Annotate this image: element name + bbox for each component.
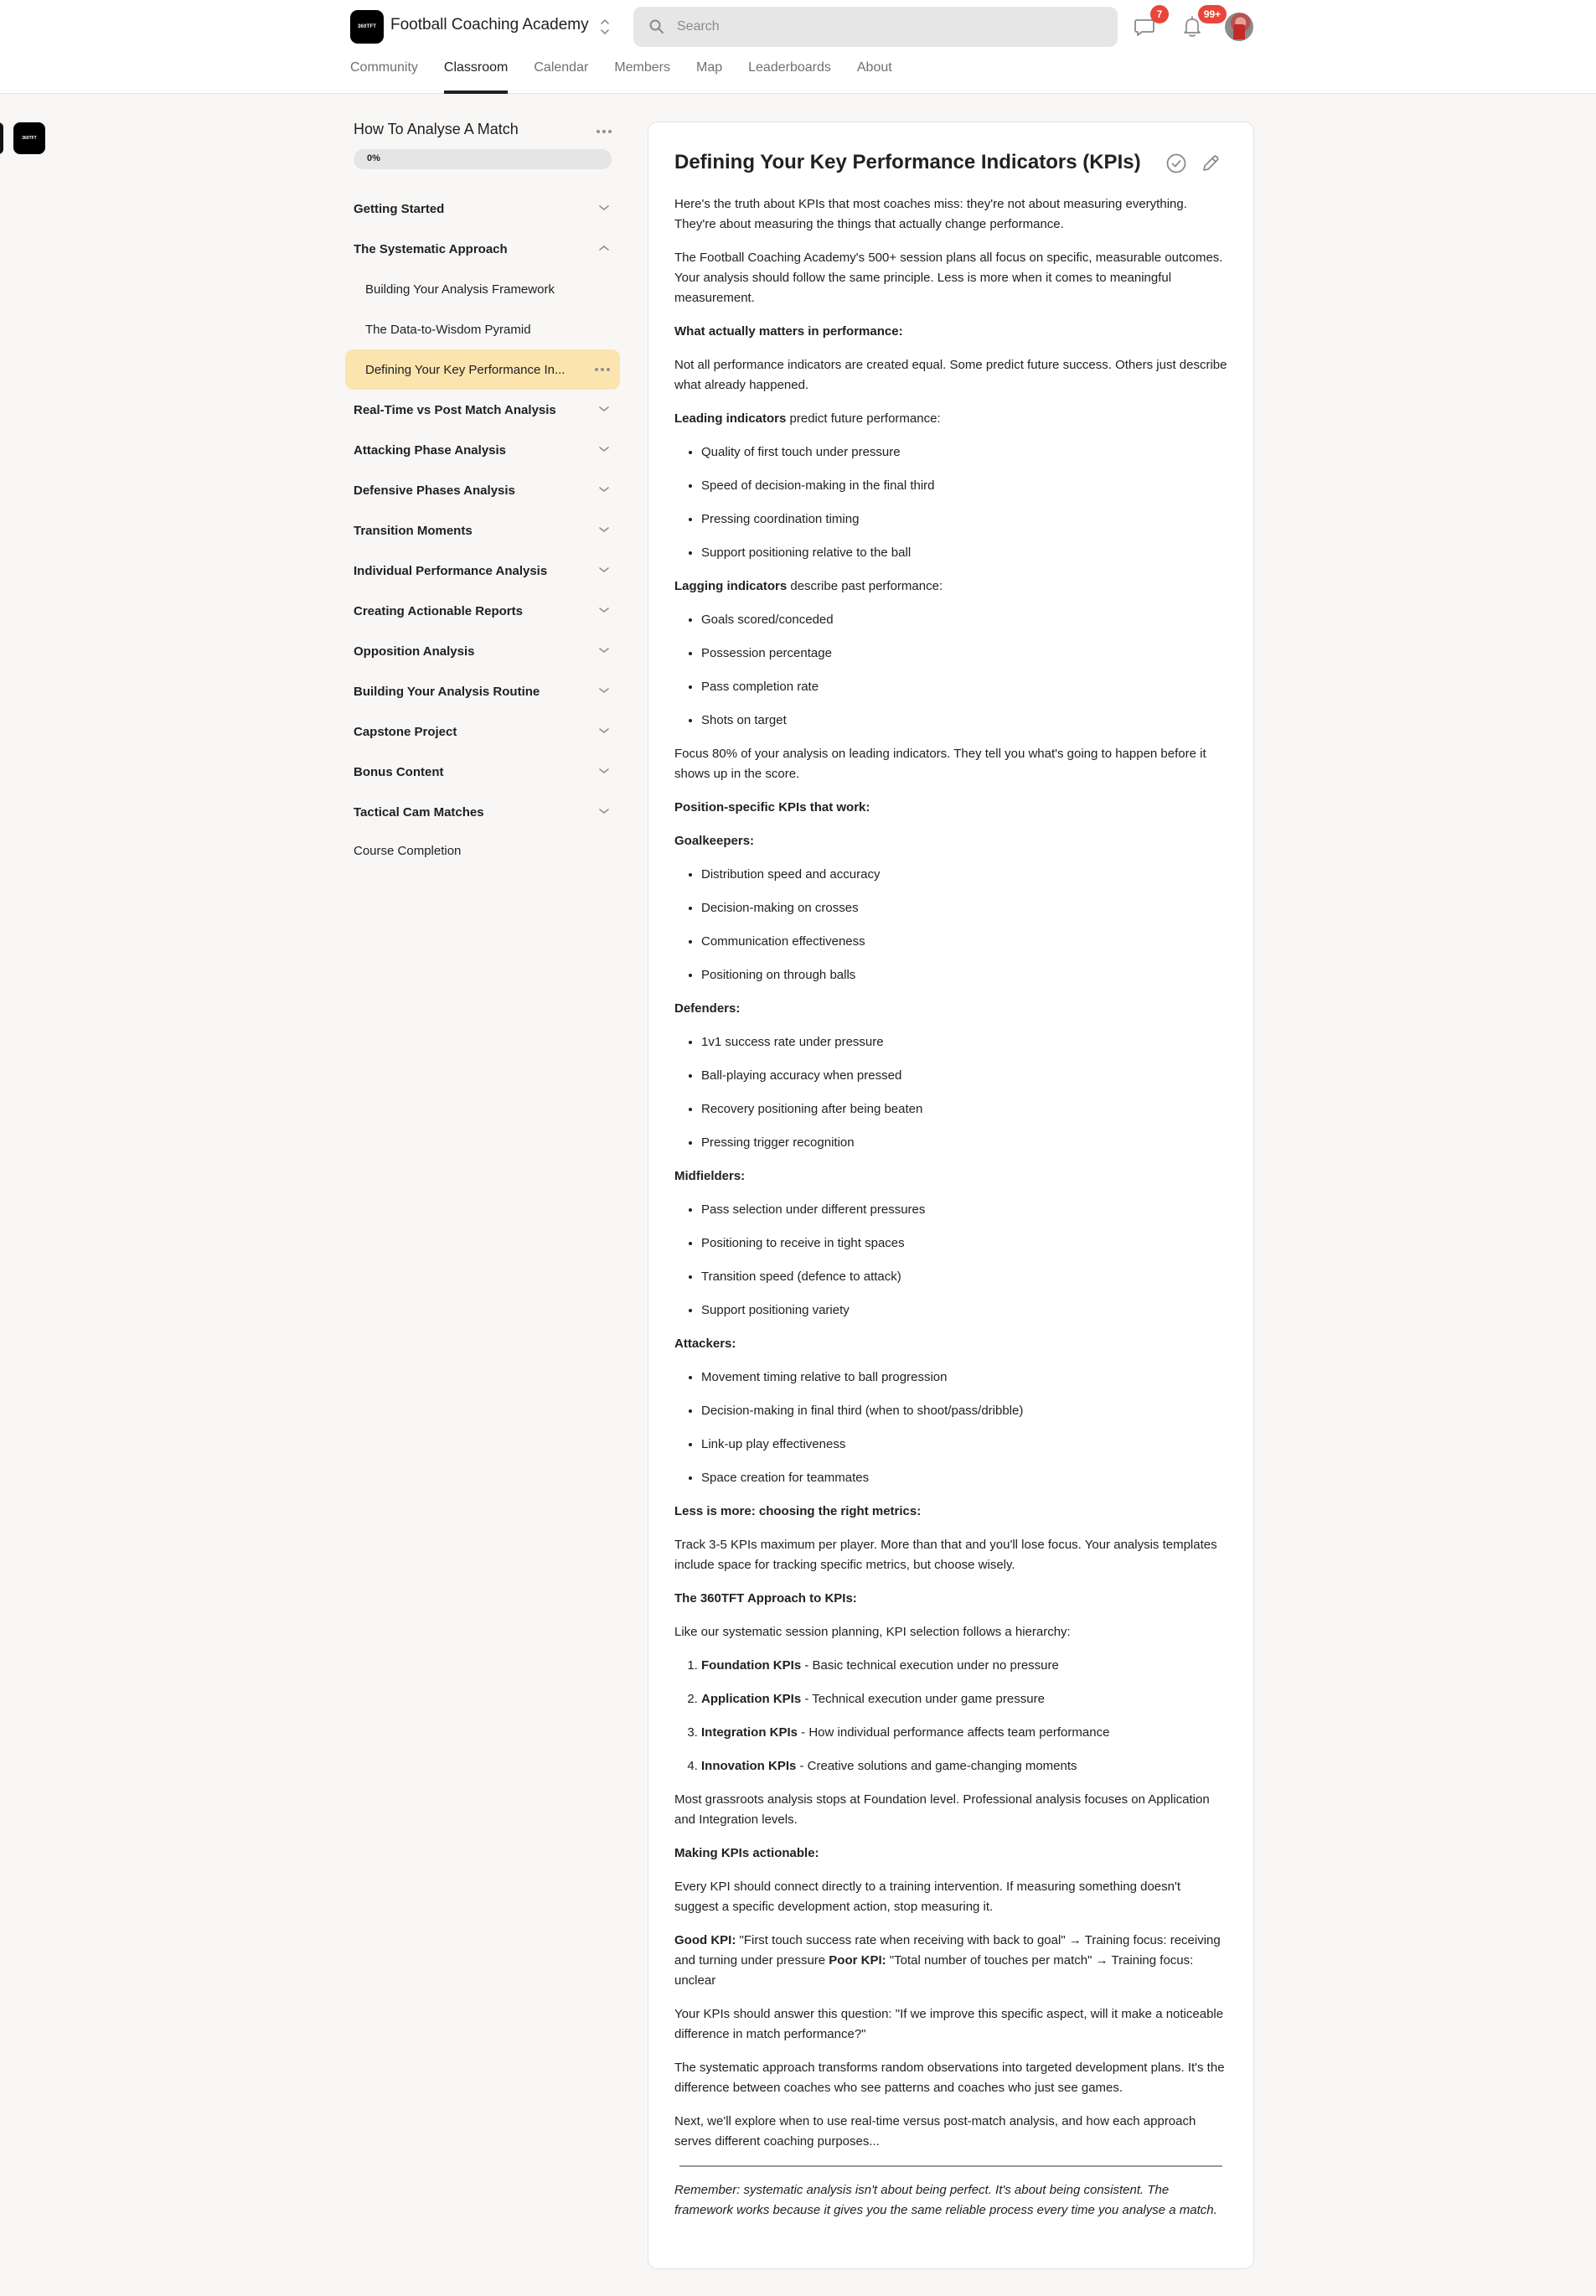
chevron-down-icon (598, 727, 610, 735)
heading-position-kpis: Position-specific KPIs that work: (674, 800, 870, 814)
module-label: Building Your Analysis Routine (354, 684, 540, 699)
lesson-defining-kpis[interactable] (345, 349, 620, 390)
search-bar[interactable] (633, 7, 1118, 47)
list-item: • 1v1 success rate under pressure (701, 1032, 1227, 1052)
lesson-label: Defining Your Key Performance In... (365, 362, 566, 377)
chevron-down-icon (598, 807, 610, 815)
heading-attackers: Attackers: (674, 1337, 736, 1351)
top-header (0, 0, 1596, 94)
chevron-down-icon (598, 525, 610, 534)
lesson-body (674, 194, 1227, 2234)
lesson-building-framework[interactable] (345, 269, 620, 309)
chevron-down-icon (598, 405, 610, 413)
chevron-down-icon (598, 686, 610, 695)
side-logo-text: 360TFT (22, 136, 37, 141)
brand-logo-text: 360TFT (357, 24, 377, 29)
module-getting-started[interactable] (354, 189, 613, 229)
list-item: • Distribution speed and accuracy (701, 865, 1227, 885)
list-item: • Support positioning variety (701, 1301, 1227, 1321)
chevron-down-icon (598, 204, 610, 212)
lagging-indicators-text: describe past performance: (787, 579, 943, 593)
main-nav (350, 59, 918, 94)
tab-community[interactable]: Community (350, 60, 418, 75)
next-paragraph: Next, we'll explore when to use real-time versus post-match analysis, and how each approach serves different coaching purposes... (674, 2114, 1196, 2149)
module-capstone-project[interactable] (354, 711, 613, 752)
leading-indicators-list (701, 442, 1227, 563)
tab-calendar[interactable]: Calendar (534, 60, 589, 75)
heading-midfielders: Midfielders: (674, 1169, 746, 1183)
systematic-paragraph: The systematic approach transforms random observations into targeted development plans. It's the difference between coaches who see patterns and coaches who just see games. (674, 2061, 1225, 2095)
intro-paragraph-2: The Football Coaching Academy's 500+ session plans all focus on specific, measurable outcomes. Your analysis should follow the same principle. Less is more when it comes to meaningful measurement. (674, 251, 1223, 305)
list-item: • Quality of first touch under pressure (701, 442, 1227, 463)
kpi-hierarchy-list (701, 1656, 1227, 1776)
poor-kpi-label: Poor KPI: (829, 1953, 886, 1968)
course-more-icon[interactable] (595, 128, 613, 135)
list-item: • Space creation for teammates (701, 1468, 1227, 1488)
list-item: • Positioning on through balls (701, 965, 1227, 985)
user-avatar[interactable] (1225, 13, 1253, 41)
module-individual-performance[interactable] (354, 551, 613, 591)
list-item: • Decision-making in final third (when to shoot/pass/dribble) (701, 1401, 1227, 1421)
heading-goalkeepers: Goalkeepers: (674, 834, 755, 848)
module-analysis-routine[interactable] (354, 671, 613, 711)
module-label: Attacking Phase Analysis (354, 442, 507, 458)
edit-pencil-icon[interactable] (1200, 153, 1222, 174)
lagging-indicators-label: Lagging indicators (674, 579, 788, 593)
list-item: • Pass completion rate (701, 677, 1227, 697)
chevron-down-icon (598, 485, 610, 494)
good-kpi-text: "First touch success rate when receiving with back to goal" → Training focus: receiving and turning under pressure (674, 1933, 1221, 1968)
list-item: • Ball-playing accuracy when pressed (701, 1066, 1227, 1086)
module-label: Getting Started (354, 201, 445, 216)
module-defensive-phases[interactable] (354, 470, 613, 510)
list-item: • Communication effectiveness (701, 932, 1227, 952)
attackers-list (701, 1368, 1227, 1488)
list-item: • Movement timing relative to ball progression (701, 1368, 1227, 1388)
list-item: • Pressing coordination timing (701, 509, 1227, 530)
hierarchy-level-name: Integration KPIs (701, 1725, 798, 1740)
lesson-content-card (648, 122, 1254, 2269)
module-systematic-approach[interactable] (354, 229, 613, 269)
module-label: Defensive Phases Analysis (354, 483, 515, 498)
heading-less-is-more: Less is more: choosing the right metrics: (674, 1504, 922, 1518)
list-item: • Support positioning relative to the ball (701, 543, 1227, 563)
lesson-title: Defining Your Key Performance Indicators (KPIs) (674, 151, 1141, 173)
midfielders-list (701, 1200, 1227, 1321)
module-transition-moments[interactable] (354, 510, 613, 551)
module-label: Real-Time vs Post Match Analysis (354, 402, 556, 417)
search-icon (648, 18, 665, 35)
hierarchy-level-name: Innovation KPIs (701, 1759, 797, 1773)
module-label: Capstone Project (354, 724, 457, 739)
module-label: Opposition Analysis (354, 644, 475, 659)
list-item: • Goals scored/conceded (701, 610, 1227, 630)
heading-360tft-approach: The 360TFT Approach to KPIs: (674, 1591, 857, 1606)
module-tactical-cam[interactable] (354, 792, 613, 832)
chevron-down-icon (598, 445, 610, 453)
list-item: • Possession percentage (701, 644, 1227, 664)
module-opposition-analysis[interactable] (354, 631, 613, 671)
list-item (701, 1723, 1227, 1743)
list-item: • Link-up play effectiveness (701, 1435, 1227, 1455)
progress-percent: 0% (367, 153, 380, 163)
hierarchy-level-desc: - How individual performance affects team performance (798, 1725, 1110, 1740)
list-item: • Decision-making on crosses (701, 898, 1227, 918)
poor-kpi-text: "Total number of touches per match" → Training focus: unclear (674, 1953, 1194, 1988)
lesson-label: The Data-to-Wisdom Pyramid (365, 322, 531, 337)
heading-defenders: Defenders: (674, 1001, 741, 1016)
list-item: • Positioning to receive in tight spaces (701, 1233, 1227, 1254)
community-switcher-stub[interactable] (0, 122, 3, 154)
course-completion-item[interactable]: Course Completion (354, 844, 462, 858)
intro-paragraph-1: Here's the truth about KPIs that most coaches miss: they're not about measuring everything. They're about measuring the things that actually change performance. (674, 197, 1187, 231)
mark-complete-icon[interactable] (1165, 153, 1187, 174)
tab-classroom[interactable]: Classroom (444, 59, 508, 94)
chat-badge: 7 (1150, 5, 1169, 23)
lagging-indicators-list (701, 610, 1227, 731)
tab-about[interactable]: About (856, 60, 892, 75)
hierarchy-level-name: Foundation KPIs (701, 1658, 802, 1673)
chevron-down-icon (598, 646, 610, 654)
chevron-down-icon (598, 767, 610, 775)
list-item: • Shots on target (701, 711, 1227, 731)
community-name[interactable]: Football Coaching Academy (390, 16, 589, 34)
tab-members[interactable]: Members (614, 60, 670, 75)
lesson-label: Building Your Analysis Framework (365, 282, 555, 297)
module-real-time[interactable] (354, 390, 613, 430)
hierarchy-level-desc: - Technical execution under game pressure (801, 1692, 1045, 1706)
chevron-up-down-icon[interactable] (597, 16, 613, 38)
list-item: • Pressing trigger recognition (701, 1133, 1227, 1153)
chevron-up-icon (598, 244, 610, 252)
chevron-down-icon (598, 606, 610, 614)
hierarchy-level-desc: - Creative solutions and game-changing moments (796, 1759, 1077, 1773)
heading-what-matters: What actually matters in performance: (674, 324, 903, 339)
leading-indicators-label: Leading indicators (674, 411, 787, 426)
course-progress-bar (354, 149, 612, 169)
list-item (701, 1756, 1227, 1776)
list-item: • Recovery positioning after being beaten (701, 1099, 1227, 1120)
module-bonus-content[interactable] (354, 752, 613, 792)
divider (679, 2165, 1222, 2167)
lesson-more-icon[interactable] (593, 366, 612, 373)
module-label: Creating Actionable Reports (354, 603, 523, 618)
tab-leaderboards[interactable]: Leaderboards (748, 60, 831, 75)
notifications-badge: 99+ (1198, 5, 1227, 23)
approach-paragraph: Like our systematic session planning, KPI selection follows a hierarchy: (674, 1625, 1071, 1639)
good-kpi-label: Good KPI: (674, 1933, 736, 1947)
remember-note: Remember: systematic analysis isn't about being perfect. It's about being consistent. The framework works because it gives you the same reliable process every time you analyse a match. (674, 2183, 1217, 2217)
tab-map[interactable]: Map (696, 60, 723, 75)
list-item (701, 1656, 1227, 1676)
module-label: Transition Moments (354, 523, 473, 538)
question-paragraph: Your KPIs should answer this question: "If we improve this specific aspect, will it make a noticeable difference in match performance?" (674, 2007, 1224, 2041)
less-is-more-paragraph: Track 3-5 KPIs maximum per player. More than that and you'll lose focus. Your analysis templates include space for tracking specific metrics, but choose wisely. (674, 1538, 1217, 1572)
brand-logo[interactable] (350, 10, 384, 44)
actionable-paragraph: Every KPI should connect directly to a training intervention. If measuring something doesn't suggest a specific development action, stop measuring it. (674, 1880, 1181, 1914)
lesson-data-to-wisdom[interactable] (345, 309, 620, 349)
grassroots-paragraph: Most grassroots analysis stops at Foundation level. Professional analysis focuses on Application and Integration levels. (674, 1792, 1210, 1827)
hierarchy-level-name: Application KPIs (701, 1692, 802, 1706)
search-input[interactable] (677, 19, 1079, 34)
course-title: How To Analyse A Match (354, 121, 519, 137)
list-item: • Transition speed (defence to attack) (701, 1267, 1227, 1287)
leading-indicators-text: predict future performance: (786, 411, 941, 426)
module-actionable-reports[interactable] (354, 591, 613, 631)
hierarchy-level-desc: - Basic technical execution under no pressure (801, 1658, 1059, 1673)
heading-actionable: Making KPIs actionable: (674, 1846, 819, 1860)
module-label: Tactical Cam Matches (354, 804, 484, 820)
community-logo[interactable] (13, 122, 45, 154)
list-item: • Pass selection under different pressures (701, 1200, 1227, 1220)
chevron-down-icon (598, 566, 610, 574)
module-attacking-phase[interactable] (354, 430, 613, 470)
module-label: The Systematic Approach (354, 241, 508, 256)
goalkeepers-list (701, 865, 1227, 985)
good-poor-kpi-paragraph (674, 1931, 1227, 1991)
list-item: • Speed of decision-making in the final third (701, 476, 1227, 496)
focus-paragraph: Focus 80% of your analysis on leading indicators. They tell you what's going to happen before it shows up in the score. (674, 747, 1206, 781)
module-label: Bonus Content (354, 764, 444, 779)
module-label: Individual Performance Analysis (354, 563, 548, 578)
matters-paragraph: Not all performance indicators are created equal. Some predict future success. Others just describe what already happened. (674, 358, 1227, 392)
defenders-list (701, 1032, 1227, 1153)
list-item (701, 1689, 1227, 1709)
